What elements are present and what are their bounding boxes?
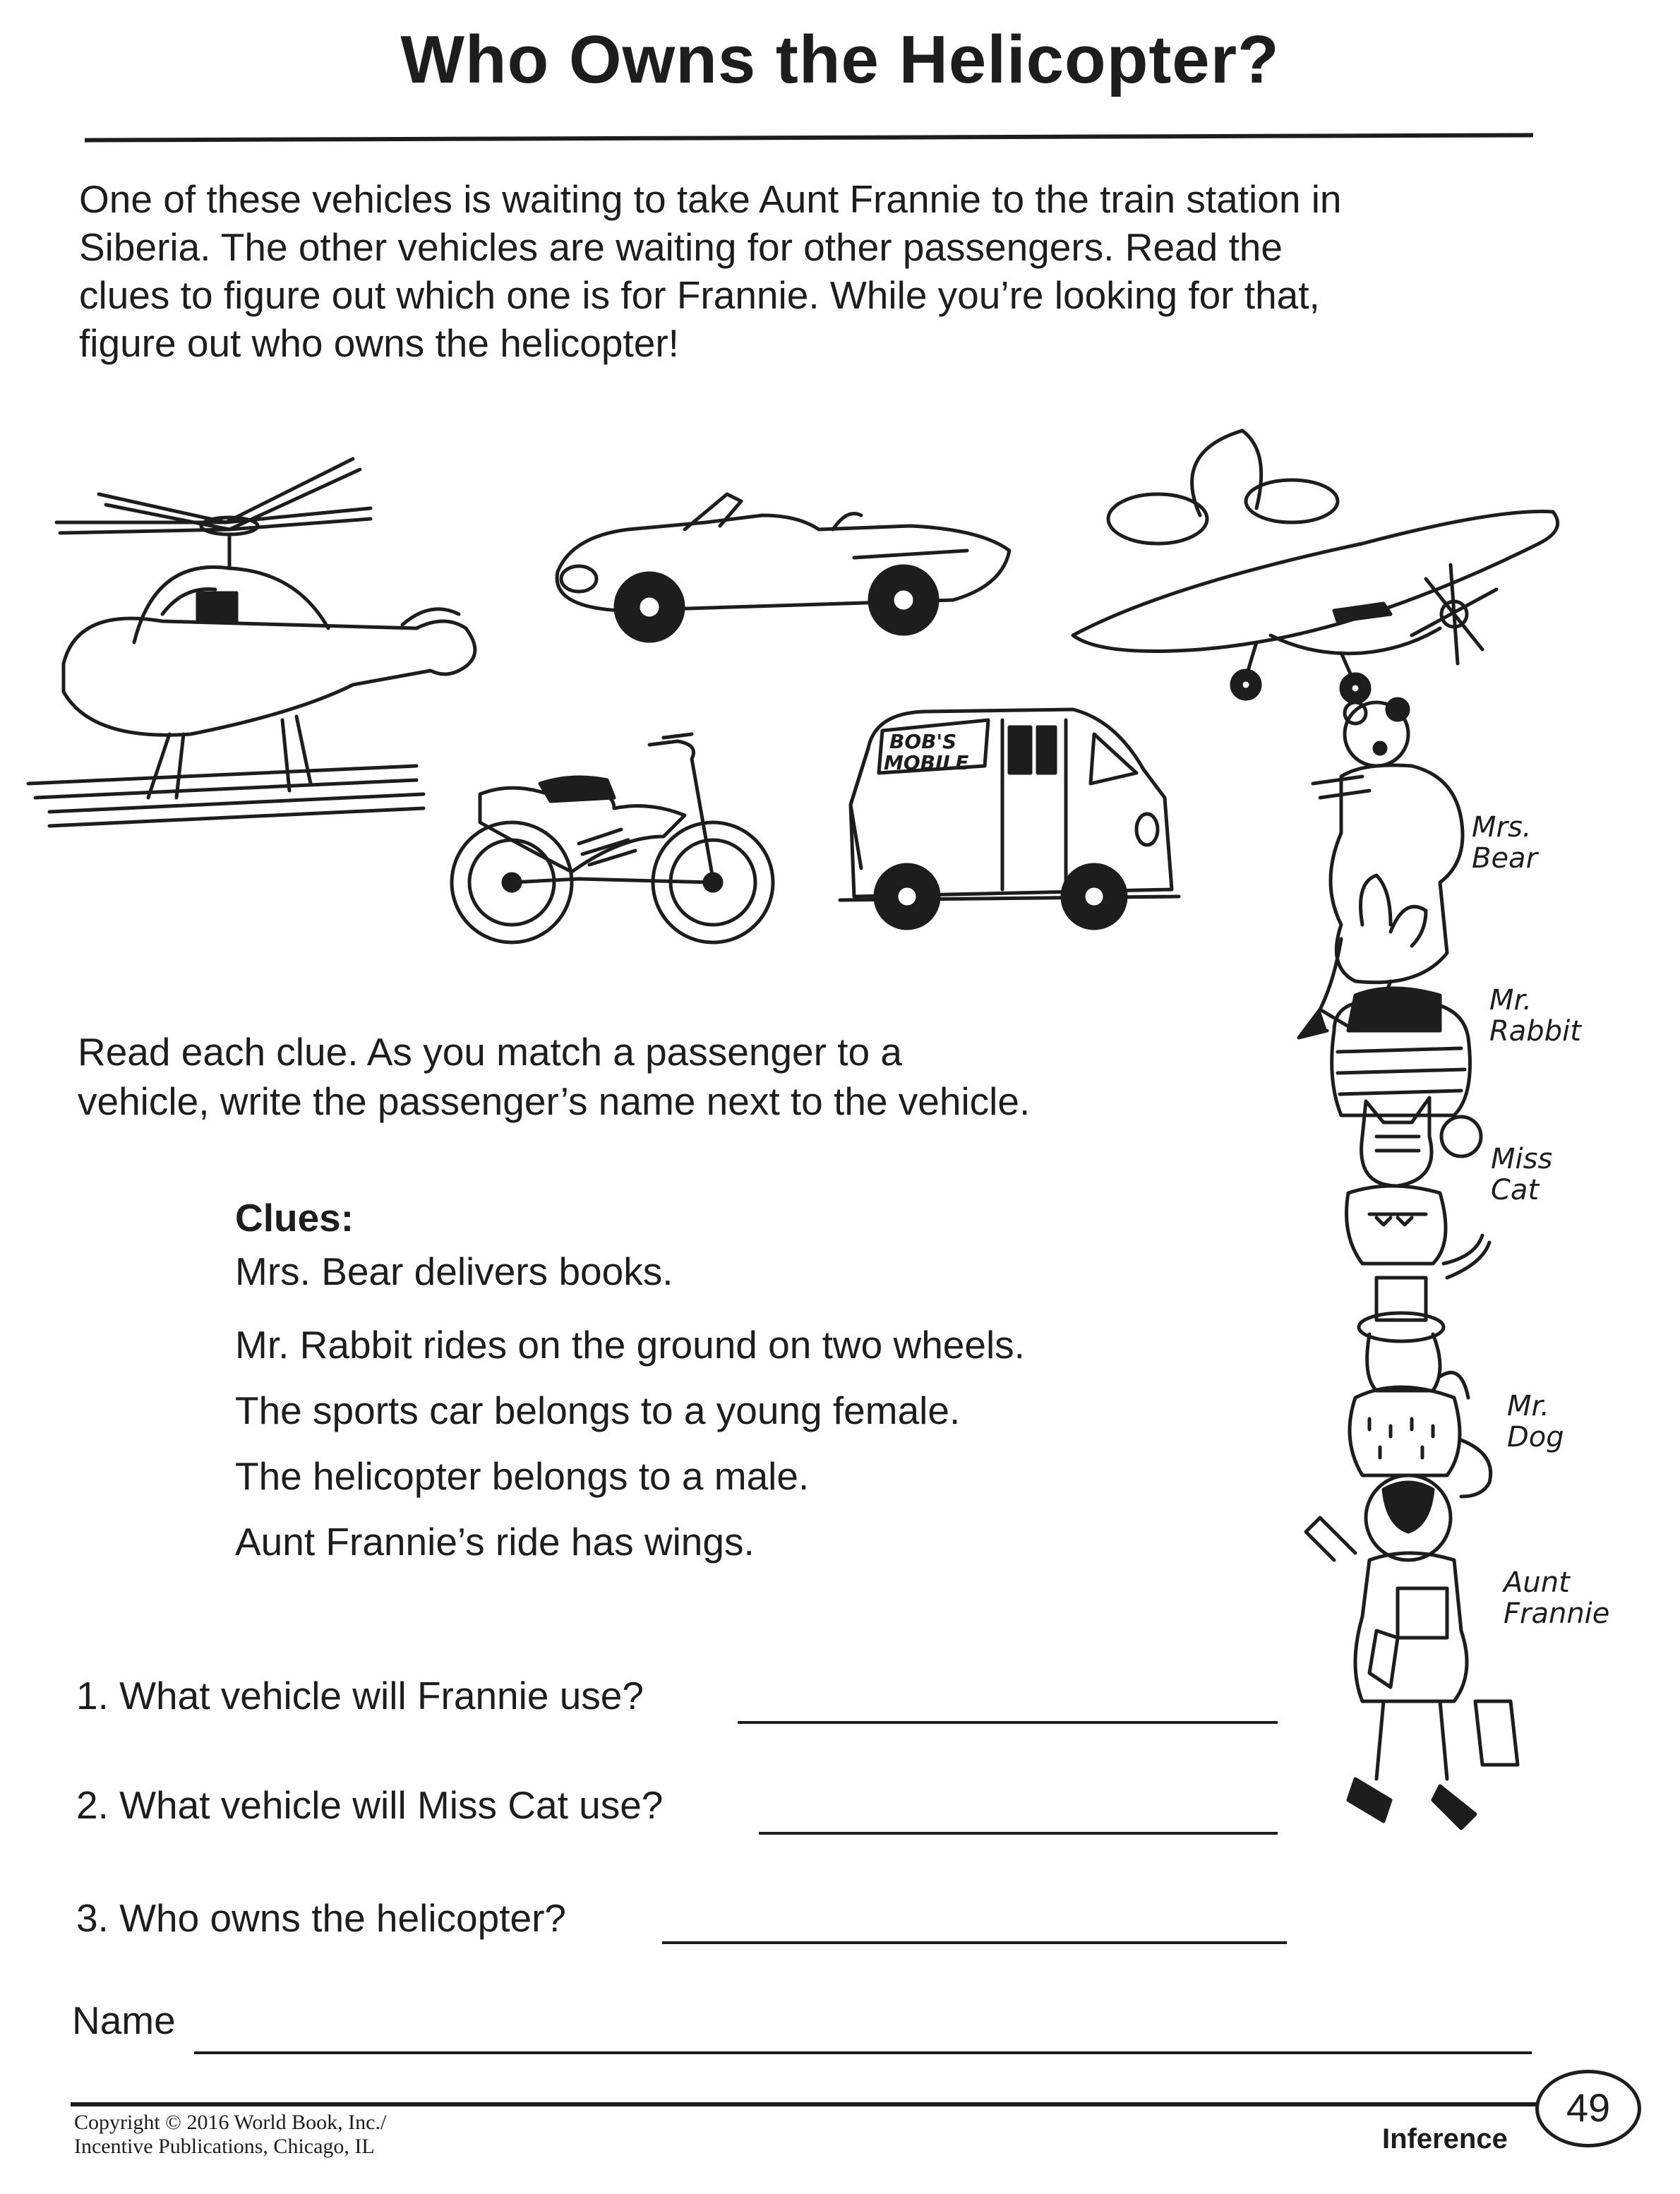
question-1-answer-line[interactable] [738, 1721, 1278, 1724]
page-title: Who Owns the Helicopter? [400, 22, 1280, 97]
character-label-mr-rabbit: Mr. Rabbit [1489, 984, 1581, 1048]
helicopter-illustration [49, 445, 501, 826]
clue-item: The helicopter belongs to a male. [235, 1454, 810, 1498]
question-2-answer-line[interactable] [759, 1832, 1278, 1835]
clues-heading: Clues: [235, 1196, 354, 1240]
category-label: Inference [1382, 2123, 1508, 2154]
instructions-line: vehicle, write the passenger’s name next to the vehicle. [78, 1079, 1031, 1123]
van-sign-bottom: MOBILE [884, 751, 969, 774]
intro-line: Siberia. The other vehicles are waiting for other passengers. Read the [79, 225, 1283, 269]
question-3-answer-line[interactable] [662, 1941, 1287, 1944]
character-label-mrs-bear: Mrs. Bear [1472, 811, 1538, 875]
copyright-notice [74, 2111, 386, 2159]
copyright-line: Copyright © 2016 World Book, Inc./ [74, 2111, 387, 2134]
footer-rule [71, 2102, 1539, 2106]
intro-line: One of these vehicles is waiting to take Aunt Frannie to the train station in [79, 177, 1342, 221]
clues-section [235, 1193, 1025, 1575]
motorcycle-illustration [438, 731, 791, 949]
character-label-aunt-frannie: Aunt Frannie [1504, 1566, 1610, 1630]
clue-item: Aunt Frannie’s ride has wings. [235, 1520, 755, 1564]
name-input-line[interactable] [194, 2051, 1532, 2054]
title-rule [85, 133, 1533, 142]
question-3-label: 3. Who owns the helicopter? [76, 1896, 566, 1940]
copyright-line: Incentive Publications, Chicago, IL [74, 2135, 375, 2158]
intro-line: clues to figure out which one is for Frannie. While you’re looking for that, [79, 273, 1320, 317]
question-1-label: 1. What vehicle will Frannie use? [76, 1674, 644, 1718]
name-label: Name [72, 1998, 176, 2042]
instructions-line: Read each clue. As you match a passenger to a [78, 1030, 902, 1074]
airplane-illustration [1059, 424, 1567, 720]
intro-line: figure out who owns the helicopter! [79, 321, 679, 365]
page-number: 49 [1535, 2070, 1641, 2147]
van-sign-top: BOB'S [889, 730, 957, 753]
clue-item: Mr. Rabbit rides on the ground on two wheels. [235, 1323, 1025, 1367]
bookmobile-illustration [840, 706, 1193, 939]
instructions [78, 1027, 1278, 1126]
character-label-mr-dog: Mr. Dog [1507, 1390, 1564, 1453]
question-2-label: 2. What vehicle will Miss Cat use? [76, 1783, 664, 1827]
character-label-miss-cat: Miss Cat [1491, 1143, 1553, 1206]
intro-paragraph [79, 175, 1576, 367]
sports-car-illustration [544, 487, 1024, 657]
clue-item: The sports car belongs to a young female. [235, 1389, 961, 1432]
clue-item: Mrs. Bear delivers books. [235, 1249, 673, 1293]
